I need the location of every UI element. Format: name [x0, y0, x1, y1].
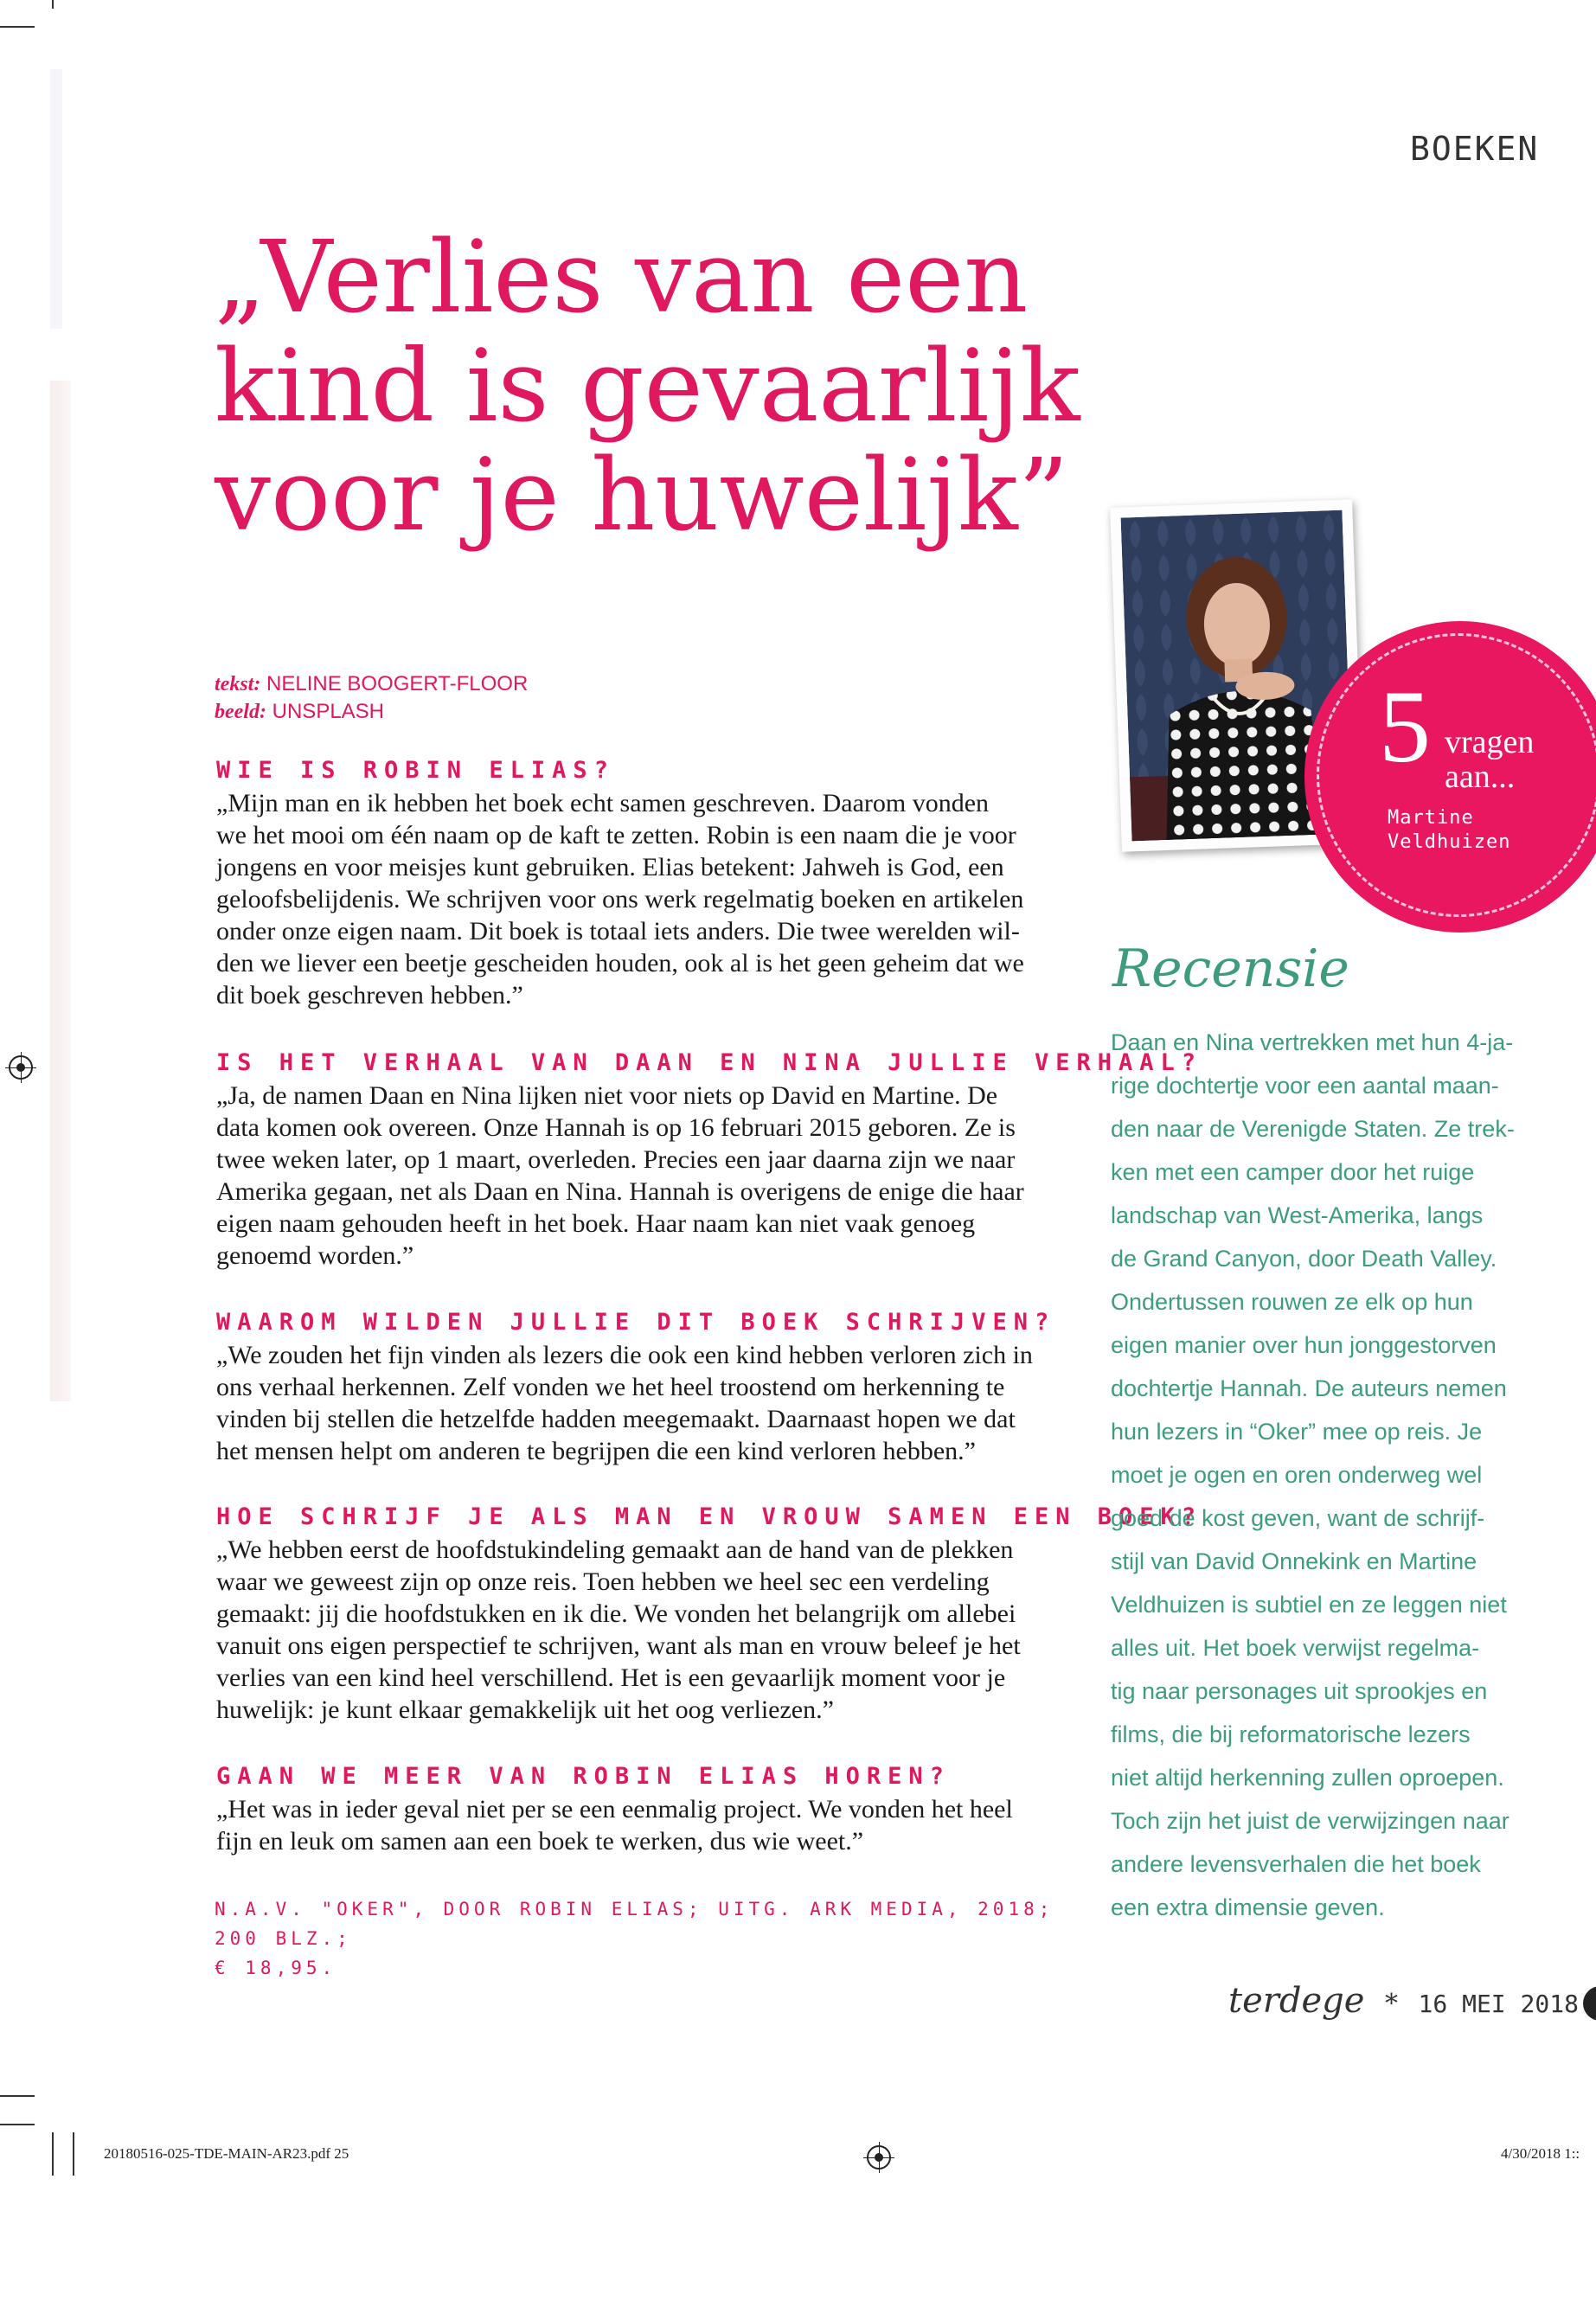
answer-line: „Het was in ieder geval niet per se een eenmalig project. We vonden het heel [216, 1795, 1013, 1823]
page-number-tab [1583, 1986, 1596, 2021]
review-line: moet je ogen en oren onderweg wel [1111, 1462, 1483, 1488]
previous-page-edge [50, 69, 62, 329]
headline-line: kind is gevaarlijk [215, 329, 1080, 445]
credit-image-label: beeld: [215, 701, 266, 723]
qa-block [216, 1763, 1077, 1857]
previous-page-edge [50, 381, 71, 1401]
answer-line: Amerika gegaan, net als Daan en Nina. Hannah is overigens de enige die haar [216, 1177, 1024, 1206]
badge-number: 5 [1379, 669, 1431, 784]
crop-mark [52, 0, 54, 9]
crop-mark [0, 2095, 35, 2097]
issue-date: 16 MEI 2018 [1418, 1990, 1579, 2018]
registration-mark [9, 1055, 33, 1080]
answer-text [216, 1534, 1077, 1726]
footer-separator: * [1384, 1989, 1398, 2019]
headline [215, 220, 1123, 554]
review-line: films, die bij reformatorische lezers [1111, 1721, 1471, 1747]
question-heading: WIE IS ROBIN ELIAS? [216, 757, 615, 784]
review-body [1111, 1021, 1526, 1929]
book-details [215, 1894, 1080, 1983]
registration-mark [867, 2145, 891, 2170]
review-line: niet altijd herkenning zullen oproepen. [1111, 1765, 1504, 1791]
review-line: tig naar personages uit sprookjes en [1111, 1678, 1488, 1704]
answer-line: we het mooi om één naam op de kaft te zetten. Robin is een naam die je voor [216, 821, 1016, 849]
magazine-brand: terdege [1228, 1981, 1365, 2021]
crop-mark [52, 2132, 54, 2176]
answer-line: onder onze eigen naam. Dit boek is totaal iets anders. Die twee werelden wil- [216, 917, 1020, 945]
badge-name-line: Martine [1388, 807, 1474, 829]
review-line: Ondertussen rouwen ze elk op hun [1111, 1289, 1473, 1315]
review-line: hun lezers in “Oker” mee op reis. Je [1111, 1419, 1483, 1445]
answer-line: geloofsbelijdenis. We schrijven voor ons werk regelmatig boeken en artikelen [216, 885, 1024, 913]
section-label: BOEKEN [1410, 130, 1540, 168]
credits [215, 670, 528, 726]
review-line: rige dochtertje voor een aantal maan- [1111, 1073, 1499, 1099]
answer-line: fijn en leuk om samen aan een boek te werken, dus wie weet.” [216, 1827, 864, 1856]
crop-mark [0, 2124, 35, 2125]
book-details-line: N.A.V. "OKER", DOOR ROBIN ELIAS; UITG. ARK MEDIA, 2018; 200 BLZ.; [215, 1899, 1054, 1949]
review-line: Daan en Nina vertrekken met hun 4-ja- [1111, 1029, 1514, 1055]
answer-text [216, 1080, 1077, 1272]
answer-line: dit boek geschreven hebben.” [216, 981, 523, 1009]
badge-subject-name [1388, 806, 1510, 855]
answer-line: verlies van een kind heel verschillend. Het is een gevaarlijk moment voor je [216, 1663, 1006, 1692]
review-line: goed de kost geven, want de schrijf- [1111, 1505, 1485, 1531]
answer-line: vanuit ons eigen perspectief te schrijven, want als man en vrouw beleef je het [216, 1631, 1021, 1660]
answer-line: den we liever een beetje gescheiden houden, ook al is het geen geheim dat we [216, 949, 1024, 977]
answer-line: „Ja, de namen Daan en Nina lijken niet voor niets op David en Martine. De [216, 1081, 998, 1110]
review-line: stijl van David Onnekink en Martine [1111, 1548, 1477, 1574]
credit-text-label: tekst: [215, 673, 261, 695]
answer-line: „We hebben eerst de hoofdstukindeling gemaakt aan de hand van de plekken [216, 1535, 1014, 1564]
answer-line: „Mijn man en ik hebben het boek echt samen geschreven. Daarom vonden [216, 789, 990, 817]
qa-block [216, 1503, 1203, 1726]
crop-mark [0, 26, 35, 28]
review-line: den naar de Verenigde Staten. Ze trek- [1111, 1116, 1515, 1142]
question-heading: IS HET VERHAAL VAN DAAN EN NINA JULLIE VERHAAL? [216, 1049, 1203, 1076]
review-line: eigen manier over hun jonggestorven [1111, 1332, 1497, 1358]
review-line: een extra dimensie geven. [1111, 1894, 1385, 1920]
answer-text [216, 1793, 1077, 1857]
review-line: Veldhuizen is subtiel en ze leggen niet [1111, 1592, 1507, 1618]
answer-line: eigen naam gehouden heeft in het boek. Haar naam kan niet vaak genoeg [216, 1209, 976, 1238]
qa-block [216, 1309, 1077, 1467]
crop-mark [73, 2132, 74, 2176]
qa-block [216, 757, 1077, 1011]
book-details-line: € 18,95. [215, 1958, 337, 1978]
credit-text-value: NELINE BOOGERT-FLOOR [266, 672, 529, 695]
answer-line: twee weken later, op 1 maart, overleden. Precies een jaar daarna zijn we naar [216, 1145, 1016, 1174]
answer-line: jongens en voor meisjes kunt gebruiken. Elias betekent: Jahweh is God, een [216, 853, 1004, 881]
question-heading: WAAROM WILDEN JULLIE DIT BOEK SCHRIJVEN? [216, 1309, 1056, 1336]
answer-line: „We zouden het fijn vinden als lezers die ook een kind hebben verloren zich in [216, 1341, 1033, 1369]
question-heading: HOE SCHRIJF JE ALS MAN EN VROUW SAMEN EEN BOEK? [216, 1503, 1203, 1530]
review-line: dochtertje Hannah. De auteurs nemen [1111, 1375, 1507, 1401]
print-slug-file: 20180516-025-TDE-MAIN-AR23.pdf 25 [104, 2145, 349, 2162]
answer-line: data komen ook overeen. Onze Hannah is op 16 februari 2015 geboren. Ze is [216, 1113, 1016, 1142]
review-line: de Grand Canyon, door Death Valley. [1111, 1246, 1497, 1272]
headline-line: voor je huwelijk” [215, 438, 1069, 554]
badge-title-line: aan... [1445, 759, 1516, 795]
answer-line: ons verhaal herkennen. Zelf vonden we het heel troostend om herkenning te [216, 1373, 1005, 1401]
answer-line: vinden bij stellen die hetzelfde hadden meegemaakt. Daarnaast hopen we dat [216, 1405, 1016, 1433]
answer-line: het mensen helpt om anderen te begrijpen die een kind verloren hebben.” [216, 1437, 976, 1465]
print-slug-date: 4/30/2018 1:: [1501, 2145, 1580, 2162]
answer-text [216, 1339, 1077, 1467]
credit-image-value: UNSPLASH [272, 700, 385, 723]
review-line: ken met een camper door het ruige [1111, 1159, 1475, 1185]
review-line: Toch zijn het juist de verwijzingen naar [1111, 1808, 1509, 1834]
page-footer [1228, 1981, 1579, 2021]
review-line: alles uit. Het boek verwijst regelma- [1111, 1635, 1480, 1661]
badge-title [1445, 725, 1534, 794]
badge-name-line: Veldhuizen [1388, 831, 1511, 853]
question-heading: GAAN WE MEER VAN ROBIN ELIAS HOREN? [216, 1763, 951, 1790]
answer-text [216, 787, 1077, 1011]
review-title: Recensie [1112, 939, 1349, 999]
answer-line: waar we geweest zijn op onze reis. Toen hebben we heel sec een verdeling [216, 1567, 990, 1596]
headline-line: „Verlies van een [215, 220, 1029, 336]
qa-block [216, 1049, 1203, 1272]
answer-line: gemaakt: jij die hoofdstukken en ik die. We vonden het belangrijk om allebei [216, 1599, 1016, 1628]
review-line: landschap van West-Amerika, langs [1111, 1202, 1484, 1228]
badge-title-line: vragen [1445, 724, 1535, 760]
review-line: andere levensverhalen die het boek [1111, 1851, 1481, 1877]
answer-line: huwelijk: je kunt elkaar gemakkelijk uit het oog verliezen.” [216, 1695, 834, 1724]
answer-line: genoemd worden.” [216, 1241, 414, 1270]
